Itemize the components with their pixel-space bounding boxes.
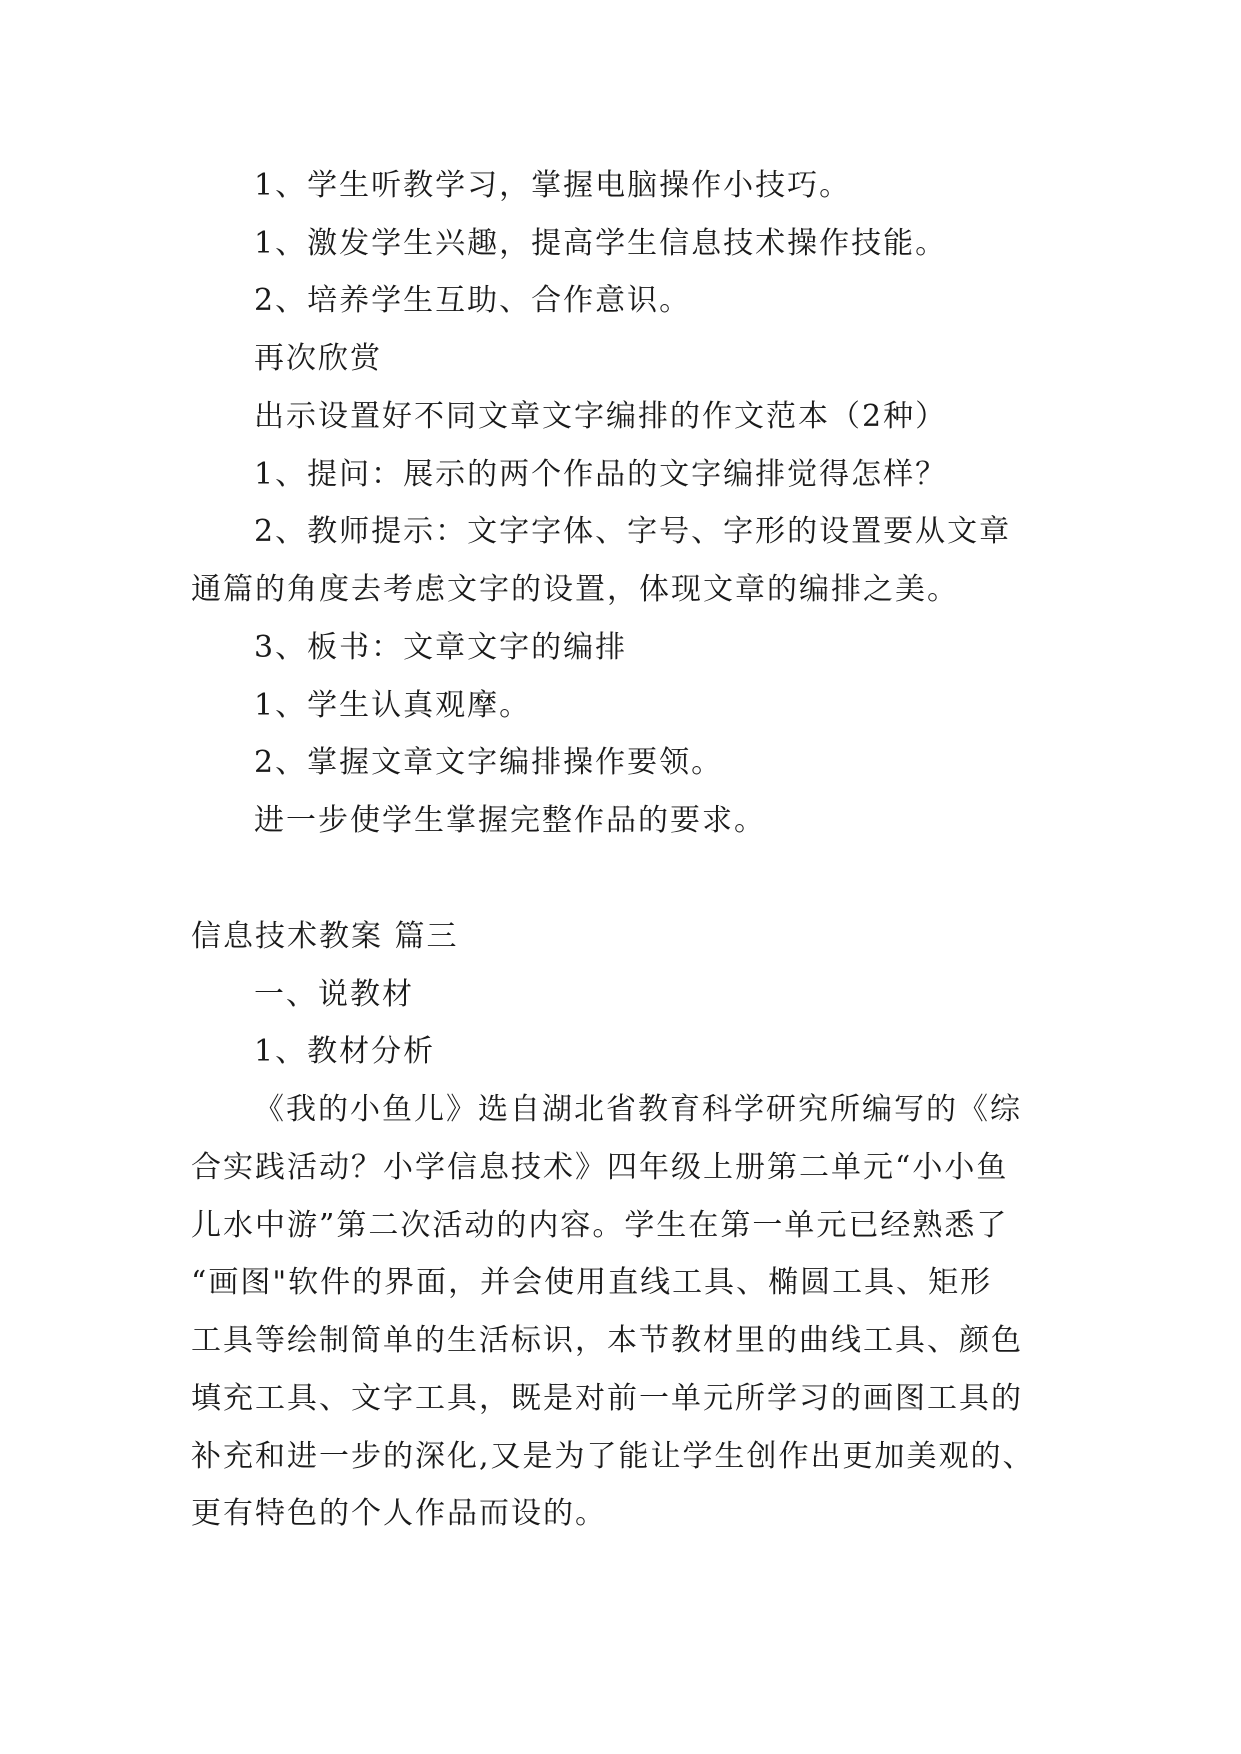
paragraph-line: 通篇的角度去考虑文字的设置，体现文章的编排之美。 — [191, 572, 959, 607]
paragraph-line: 2、培养学生互助、合作意识。 — [254, 283, 692, 318]
paragraph-line: 1、学生认真观摩。 — [254, 688, 532, 723]
paragraph-line: 2、教师提示：文字字体、字号、字形的设置要从文章 — [254, 514, 1012, 549]
paragraph-line: 1、激发学生兴趣，提高学生信息技术操作技能。 — [254, 226, 948, 261]
paragraph-line: 1、学生听教学习，掌握电脑操作小技巧。 — [254, 168, 852, 203]
paragraph-line: 再次欣赏 — [254, 341, 382, 376]
paragraph-line: 更有特色的个人作品而设的。 — [191, 1496, 607, 1531]
paragraph-line: 工具等绘制简单的生活标识，本节教材里的曲线工具、颜色 — [191, 1323, 1023, 1358]
paragraph-line: 出示设置好不同文章文字编排的作文范本（2种） — [254, 399, 948, 434]
paragraph-line: 1、提问：展示的两个作品的文字编排觉得怎样？ — [254, 457, 948, 492]
paragraph-line: 一、说教材 — [254, 977, 414, 1012]
section-title: 信息技术教案 篇三 — [191, 919, 459, 954]
paragraph-line: 1、教材分析 — [254, 1034, 436, 1069]
paragraph-line: 填充工具、文字工具，既是对前一单元所学习的画图工具的 — [191, 1381, 1023, 1416]
paragraph-line: 3、板书：文章文字的编排 — [254, 630, 628, 665]
paragraph-line: 2、掌握文章文字编排操作要领。 — [254, 745, 724, 780]
paragraph-line: 补充和进一步的深化,又是为了能让学生创作出更加美观的、 — [191, 1439, 1035, 1474]
paragraph-line: 合实践活动？小学信息技术》四年级上册第二单元“小小鱼 — [191, 1150, 1009, 1185]
paragraph-line: “画图"软件的界面，并会使用直线工具、椭圆工具、矩形 — [191, 1265, 993, 1300]
paragraph-line: 《我的小鱼儿》选自湖北省教育科学研究所编写的《综 — [254, 1092, 1022, 1127]
paragraph-line: 儿水中游”第二次活动的内容。学生在第一单元已经熟悉了 — [191, 1208, 1009, 1243]
paragraph-line: 进一步使学生掌握完整作品的要求。 — [254, 803, 766, 838]
